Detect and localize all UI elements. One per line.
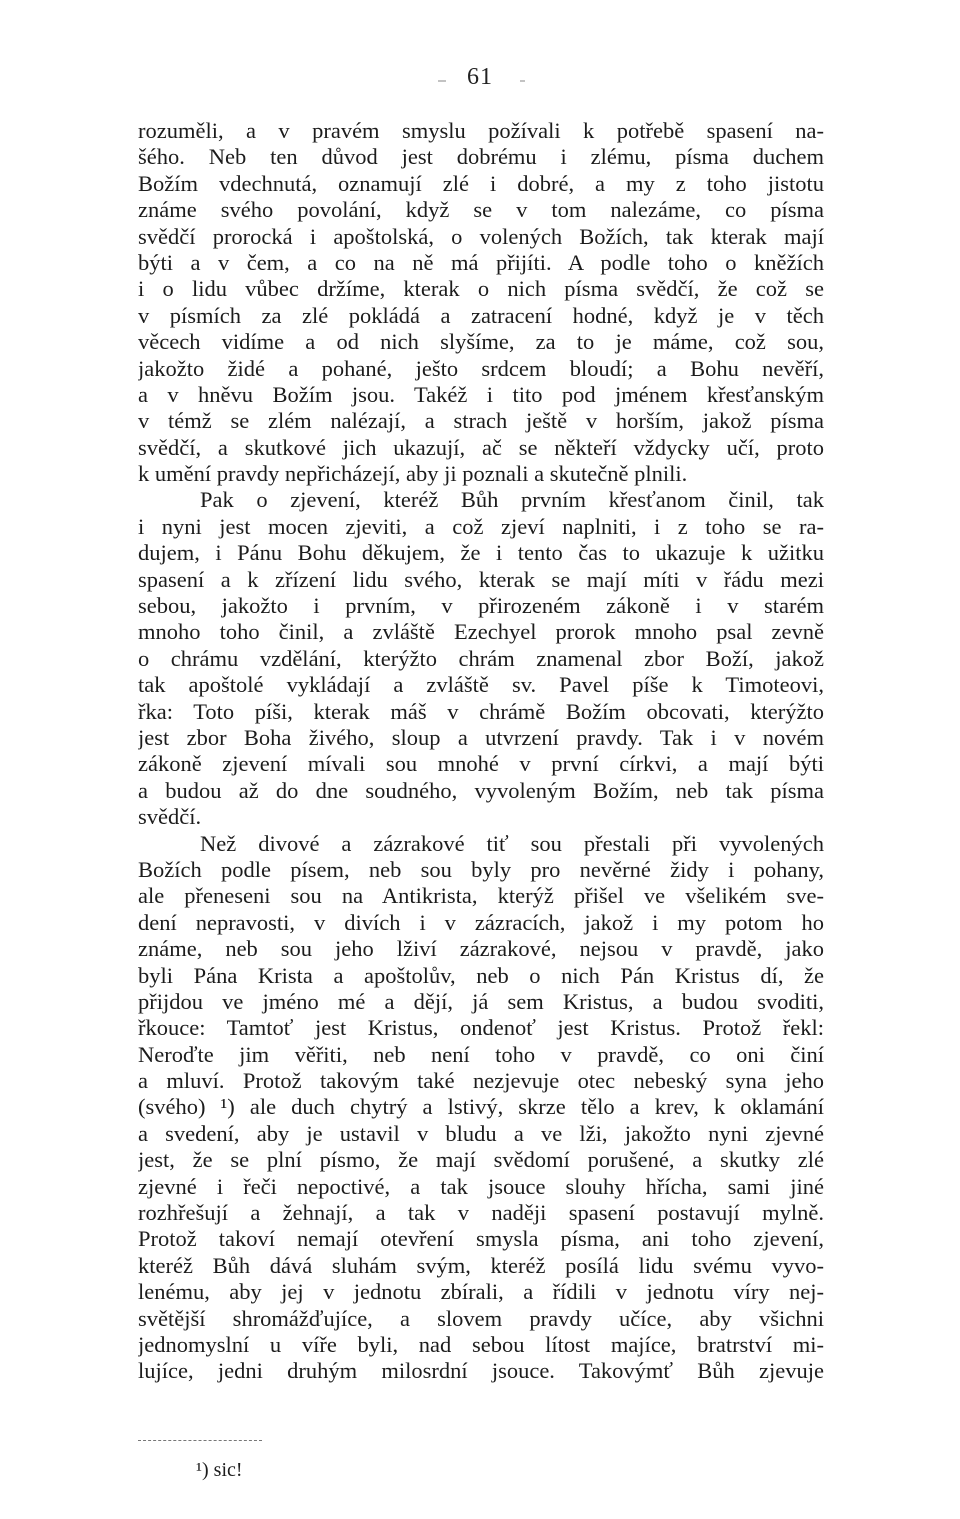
text-line: byli Pána Krista a apoštolův, neb o nich Pán Kristus dí, že	[138, 962, 824, 988]
text-line: zjevné i řeči nepoctivé, a tak jsouce slouhy hřícha, sami jiné	[138, 1173, 824, 1199]
text-line: dujem, i Pánu Bohu děkujem, že i tento čas to ukazuje k užitku	[138, 540, 824, 566]
text-line: i nyni jest mocen zjeviti, a což zjeví naplniti, i z toho se ra-	[138, 513, 824, 539]
text-line: známe, neb sou jeho lživí zázrakové, nejsou v pravdě, jako	[138, 936, 824, 962]
text-line: i o lidu vůbec držíme, kterak o nich písma svědčí, že což se	[138, 276, 824, 302]
text-line: Neroďte jim věřiti, neb není toho v pravdě, co oni činí	[138, 1041, 824, 1067]
text-line: přijdou ve jméno mé a dějí, já sem Kristus, a budou svoditi,	[138, 988, 824, 1014]
text-line: a v hněvu Božím jsou. Takéž i tito pod jménem křesťanským	[138, 381, 824, 407]
text-line: jest zbor Boha živého, sloup a utvrzení pravdy. Tak i v novém	[138, 724, 824, 750]
text-line: býti a v čem, a co na ně má přijíti. A podle toho o kněžích	[138, 249, 824, 275]
text-line: svědčí prorocká i apoštolská, o volených Božích, tak kterak mají	[138, 223, 824, 249]
text-line: kteréž Bůh dává sluhám svým, kteréž posílá lidu svému vyvo-	[138, 1252, 824, 1278]
text-line: zákoně zjevení mívali sou mnohé v první církvi, a mají býti	[138, 751, 824, 777]
text-line: a budou až do dne soudného, vyvoleným Božím, neb tak písma	[138, 777, 824, 803]
text-line: svědčí, a skutkové jich ukazují, ač se někteří vždycky učí, proto	[138, 434, 824, 460]
page-number-dash-right	[520, 80, 525, 82]
text-line: lenému, aby jej v jednotu zbírali, a řídili v jednotu víry nej-	[138, 1279, 824, 1305]
text-line: věcech vidíme a od nich slyšíme, za to je máme, což sou,	[138, 329, 824, 355]
text-line: Božích podle písem, neb sou byly pro nevěrné židy i pohany,	[138, 856, 824, 882]
text-line: k umění pravdy nepřicházejí, aby ji poznali a skutečně plnili.	[138, 461, 688, 487]
text-line: svědčí.	[138, 804, 202, 830]
footnote-separator	[138, 1440, 262, 1441]
text-line: Než divové a zázrakové tiť sou přestali při vyvolených	[200, 830, 824, 856]
text-line: jakožto židé a pohané, ješto srdcem bloudí; a Bohu nevěří,	[138, 355, 824, 381]
text-line: známe svého povolání, když se v tom nalezáme, co písma	[138, 197, 824, 223]
text-line: a mluví. Protož takovým také nezjevuje otec nebeský syna jeho	[138, 1068, 824, 1094]
text-line: dení nepravosti, v divích i v zázracích, jakož i my potom ho	[138, 909, 824, 935]
text-line: lujíce, jedni druhým milosrdní jsouce. Takovýmť Bůh zjevuje	[138, 1358, 824, 1384]
text-line: rozhřešují a žehnají, a tak v naději spasení postavují mylně.	[138, 1200, 824, 1226]
text-line: ale přeneseni sou na Antikrista, kterýž přišel ve všelikém sve-	[138, 883, 824, 909]
text-line: sebou, jakožto i prvním, v přirozeném zákoně i v starém	[138, 593, 824, 619]
text-line: v témž se zlém nalézají, a strach ještě v horším, jakož písma	[138, 408, 824, 434]
text-line: šého. Neb ten důvod jest dobrému i zlému, písma duchem	[138, 144, 824, 170]
text-line: řka: Toto píši, kterak máš v chrámě Božím obcovati, kterýžto	[138, 698, 824, 724]
text-line: Protož takoví nemají otevření smysla písma, ani toho zjevení,	[138, 1226, 824, 1252]
text-line: tak apoštolé vykládají a zvláště sv. Pavel píše k Timoteovi,	[138, 672, 824, 698]
text-line: řkouce: Tamtoť jest Kristus, ondenoť jest Kristus. Protož řekl:	[138, 1015, 824, 1041]
text-line: jest, že se plní písmo, že mají svědomí porušené, a skutky zlé	[138, 1147, 824, 1173]
text-line: spasení a k zřízení lidu svého, kterak se mají míti v řádu mezi	[138, 566, 824, 592]
text-line: Božím vdechnutá, oznamují zlé i dobré, a my z toho jistotu	[138, 170, 824, 196]
text-line: světější shromážďujíce, a slovem pravdy učíce, aby všichni	[138, 1305, 824, 1331]
text-line: a svedení, aby je ustavil v bludu a ve lži, jakožto nyni zjevné	[138, 1120, 824, 1146]
text-line: (svého) ¹) ale duch chytrý a lstivý, skrze tělo a krev, k oklamání	[138, 1094, 824, 1120]
text-line: Pak o zjevení, kteréž Bůh prvním křesťanom činil, tak	[200, 487, 824, 513]
text-line: mnoho toho činil, a zvláště Ezechyel prorok mnoho psal zevně	[138, 619, 824, 645]
text-line: v písmích za zlé pokládá a zatracení hodné, když je v těch	[138, 302, 824, 328]
text-line: o chrámu vzdělání, kterýžto chrám znamenal zbor Boží, jakož	[138, 645, 824, 671]
text-line: rozuměli, a v pravém smyslu požívali k potřebě spasení na-	[138, 118, 824, 143]
page-number: 61	[467, 64, 493, 90]
text-line: jednomyslní u víře byli, nad sebou lítost majíce, bratrství mi-	[138, 1331, 824, 1357]
body-text	[138, 118, 824, 1385]
footnote: ¹) sic!	[196, 1459, 243, 1481]
